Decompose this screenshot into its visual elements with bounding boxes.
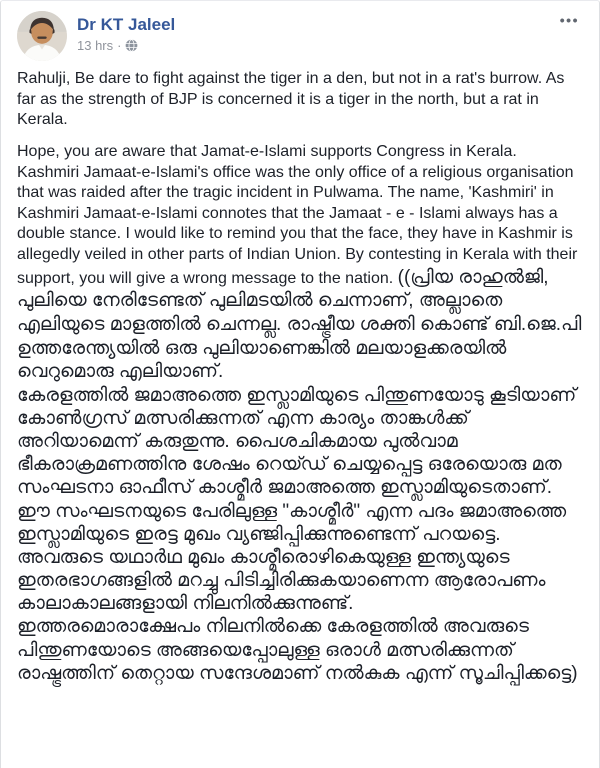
avatar-photo — [17, 11, 67, 61]
post-paragraph-1: Rahulji, Be dare to fight against the tiger in a den, but not in a rat's burrow. As far as the strength of BJP is concerned it is a tiger in the north, but a rat in Kerala. — [17, 70, 565, 129]
avatar[interactable] — [17, 11, 67, 61]
post-paragraph-2-malayalam-inline: ((പ്രിയ രാഹുൽജി, പുലിയെ നേരിടേണ്ടത് പുലിമടയിൽ ചെന്നാണ്, അല്ലാതെ എലിയുടെ മാളത്തിൽ ചെന്നല്ല. രാഷ്ട്രീയ ശക്തി കൊണ്ട് ബി.ജെ.പി ഉത്തരേന്ത്യയിൽ ഒരു പുലിയാണെങ്കിൽ മലയാളക്കരയിൽ വെറുമൊരു എലിയാണ്. — [17, 266, 582, 383]
author-name-link[interactable]: Dr KT Jaleel — [77, 15, 176, 34]
post-paragraph-2-malayalam-line-3: ഇത്തരമൊരാക്ഷേപം നിലനിൽക്കെ കേരളത്തിൽ അവരുടെ പിന്തുണയോടെ അങ്ങയെപ്പോലുള്ള ഒരാൾ മത്സരിക്കുന്നത് രാഷ്ട്രത്തിന് തെറ്റായ സന്ദേശമാണ് നൽകുക എന്ന് സൂചിപ്പിക്കട്ടെ) — [17, 616, 578, 684]
post-header-text — [77, 11, 554, 53]
post-paragraph-2 — [17, 142, 583, 685]
meta-separator: · — [117, 38, 122, 54]
more-options-button[interactable] — [554, 11, 585, 29]
post-header — [1, 1, 599, 61]
timestamp[interactable]: 13 hrs — [77, 38, 114, 54]
post-meta-row — [77, 38, 554, 53]
ellipsis-icon: ••• — [559, 12, 579, 28]
post-text — [1, 61, 599, 699]
post-paragraph-2-malayalam-line-2: കേരളത്തിൽ ജമാഅത്തെ ഇസ്ലാമിയുടെ പിന്തുണയോടു കൂടിയാണ് കോൺഗ്രസ് മത്സരിക്കുന്നത് എന്ന കാര്യം താങ്കൾക്ക് അറിയാമെന്ന് കരുതുന്നു. പൈശചികമായ പുൽവാമ ഭീകരാക്രമണത്തിനു ശേഷം റെയ്ഡ് ചെയ്യപ്പെട്ട ഒരേയൊരു മത സംഘടനാ ഓഫീസ് കാശ്മീർ ജമാഅത്തെ ഇസ്ലാമിയുടെതാണ്. ഈ സംഘടനയുടെ പേരിലുള്ള "കാശ്മീർ" എന്ന പദം ജമാഅത്തെ ഇസ്ലാമിയുടെ ഇരട്ട മുഖം വ്യഞ്ജിപ്പിക്കുന്നുണ്ടെന്ന് പറയട്ടെ. അവരുടെ യഥാർഥ മുഖം കാശ്മീരൊഴികെയുള്ള ഇന്ത്യയുടെ ഇതരഭാഗങ്ങളിൽ മറച്ചു പിടിച്ചിരിക്കുകയാണെന്ന ആരോപണം കാലാകാലങ്ങളായി നിലനിൽക്കുന്നുണ്ട്. — [17, 384, 577, 615]
globe-icon — [125, 39, 138, 52]
post-paragraph-2-english: Hope, you are aware that Jamat-e-Islami supports Congress in Kerala. Kashmiri Jamaat-e-Islami's office was the only office of a religious organisation that was raided after the tragic incident in Pulwama. The name, 'Kashmiri' in Kashmiri Jamaat-e-Islami connotes that the Jamaat - e - Islami always has a double stance. I would like to remind you that the face, they have in Kashmir is allegedly veiled in other parts of Indian Union. By contesting in Kerala with their support, you will give a wrong message to the nation. — [17, 142, 578, 287]
